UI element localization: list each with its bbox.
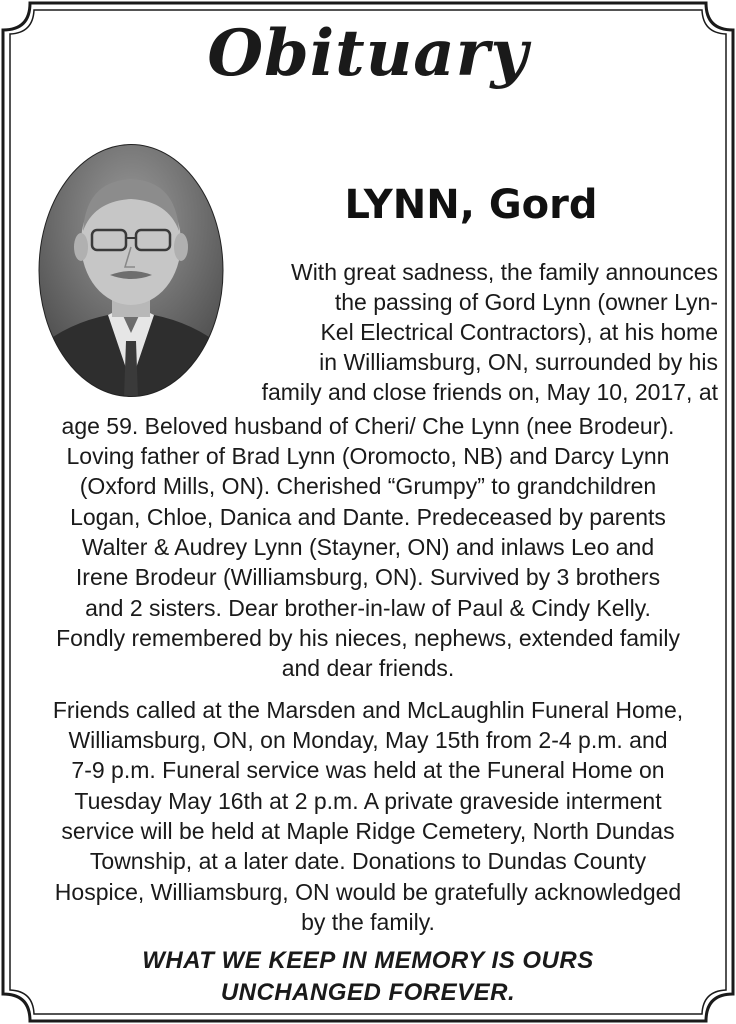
intro-line: family and close friends on, May 10, 2017, at bbox=[261, 379, 718, 405]
deceased-name: LYNN, Gord bbox=[344, 182, 598, 228]
service-line: service will be held at Maple Ridge Cemetery, North Dundas bbox=[61, 818, 675, 844]
body-line: Fondly remembered by his nieces, nephews, extended family bbox=[56, 625, 680, 651]
body-line: Loving father of Brad Lynn (Oromocto, NB) and Darcy Lynn bbox=[66, 443, 670, 469]
portrait-photo-icon bbox=[38, 143, 224, 398]
body-line: (Oxford Mills, ON). Cherished “Grumpy” to grandchildren bbox=[79, 473, 657, 499]
intro-line: the passing of Gord Lynn (owner Lyn- bbox=[334, 289, 718, 315]
body-line: and 2 sisters. Dear brother-in-law of Paul & Cindy Kelly. bbox=[85, 595, 651, 621]
service-line: Tuesday May 16th at 2 p.m. A private graveside interment bbox=[74, 788, 662, 814]
intro-line: Kel Electrical Contractors), at his home bbox=[320, 319, 718, 345]
service-line: Hospice, Williamsburg, ON would be gratefully acknowledged bbox=[54, 879, 682, 905]
body-line: age 59. Beloved husband of Cheri/ Che Lynn (nee Brodeur). bbox=[61, 413, 675, 439]
motto-line: UNCHANGED FOREVER. bbox=[220, 979, 516, 1006]
service-line: Friends called at the Marsden and McLaughlin Funeral Home, bbox=[52, 697, 684, 723]
motto-line: WHAT WE KEEP IN MEMORY IS OURS bbox=[142, 947, 594, 974]
body-line: Logan, Chloe, Danica and Dante. Predeceased by parents bbox=[70, 504, 666, 530]
body-line: Irene Brodeur (Williamsburg, ON). Survived by 3 brothers bbox=[75, 564, 661, 590]
service-line: 7-9 p.m. Funeral service was held at the Funeral Home on bbox=[71, 757, 665, 783]
service-line: Township, at a later date. Donations to Dundas County bbox=[89, 848, 647, 874]
page-title: Obituary bbox=[207, 16, 529, 91]
intro-line: in Williamsburg, ON, surrounded by his bbox=[319, 349, 718, 375]
body-line: Walter & Audrey Lynn (Stayner, ON) and inlaws Leo and bbox=[81, 534, 655, 560]
body-line: and dear friends. bbox=[281, 655, 455, 681]
intro-line: With great sadness, the family announces bbox=[290, 259, 718, 285]
service-line: Williamsburg, ON, on Monday, May 15th from 2-4 p.m. and bbox=[68, 727, 668, 753]
service-line: by the family. bbox=[301, 909, 435, 935]
